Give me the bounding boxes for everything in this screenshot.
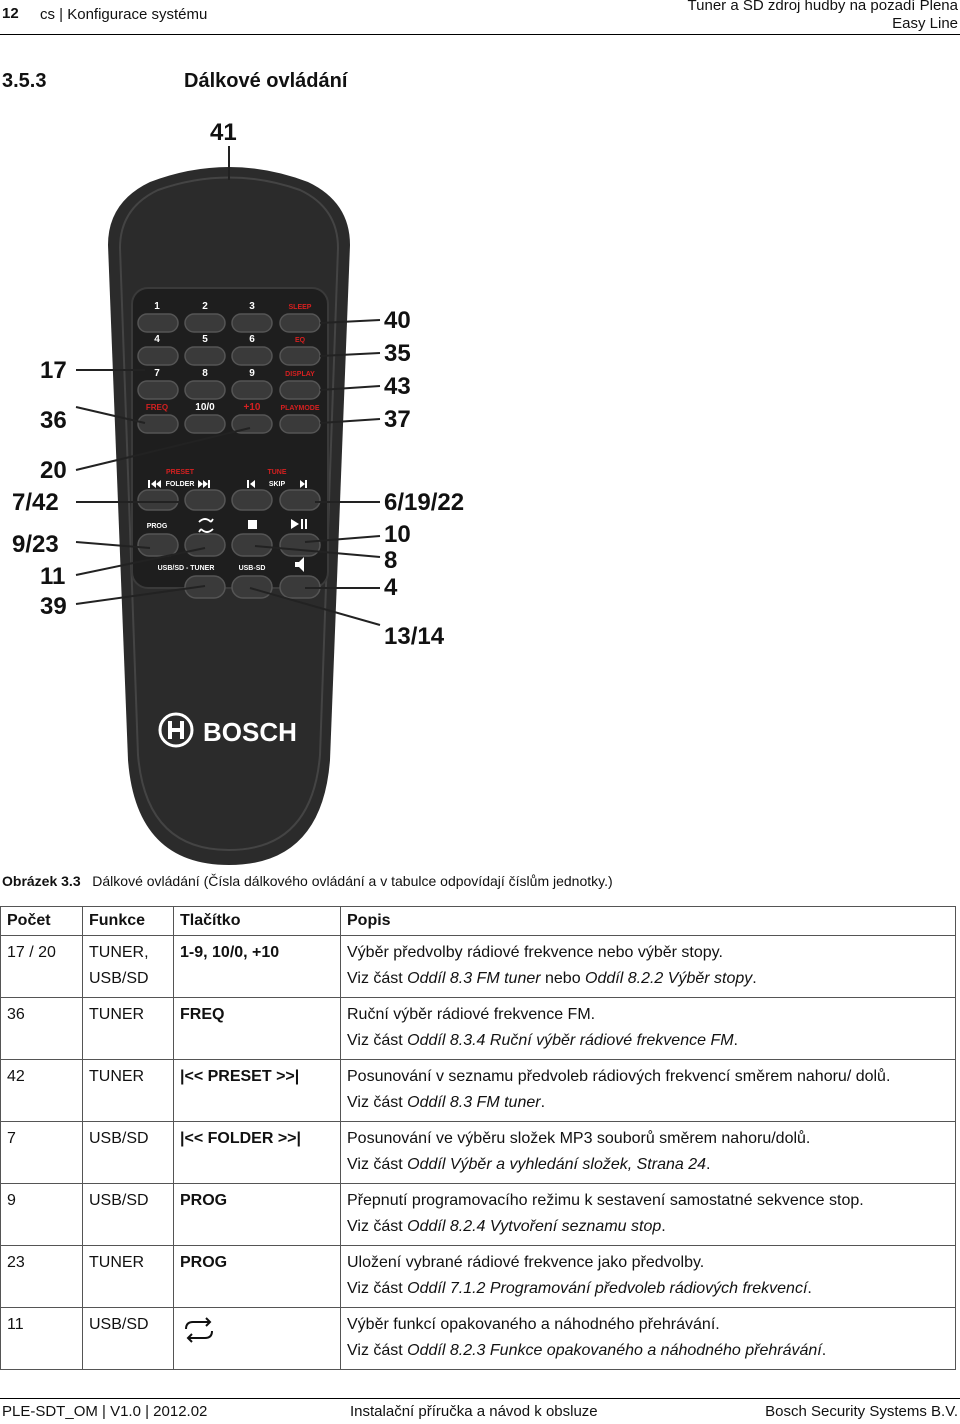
label-3: 3 — [249, 301, 255, 312]
label-4: 4 — [154, 334, 160, 345]
label-10-0: 10/0 — [195, 402, 215, 413]
button-eq[interactable] — [280, 347, 320, 365]
button-preset-next[interactable] — [185, 490, 225, 510]
callout-20: 20 — [40, 457, 67, 484]
label-8: 8 — [202, 368, 208, 379]
cell-button: |<< PRESET >>| — [174, 1060, 341, 1122]
description-reference — [347, 1090, 949, 1116]
reference-suffix: . — [733, 1032, 738, 1049]
description-reference — [347, 1214, 949, 1240]
reference-suffix: . — [706, 1156, 711, 1173]
button-10-0[interactable] — [185, 415, 225, 433]
header-product — [688, 0, 958, 33]
callout-40: 40 — [384, 307, 411, 334]
label-freq: FREQ — [145, 403, 169, 412]
button-play-pause[interactable] — [280, 534, 320, 556]
reference-prefix: Viz část — [347, 1156, 408, 1173]
cell-count: 36 — [1, 998, 83, 1060]
cell-button: FREQ — [174, 998, 341, 1060]
button-prog[interactable] — [138, 534, 178, 556]
cell-function: TUNER — [83, 1060, 174, 1122]
label-9: 9 — [249, 368, 255, 379]
stop-icon — [248, 520, 257, 529]
label-2: 2 — [202, 301, 208, 312]
table-row — [1, 1060, 956, 1122]
cell-function: TUNER — [83, 998, 174, 1060]
reference-link[interactable]: Oddíl 8.2.3 Funkce opakovaného a náhodného přehrávání — [407, 1342, 822, 1359]
cell-count: 9 — [1, 1184, 83, 1246]
callout-7-42: 7/42 — [12, 489, 59, 516]
reference-link[interactable]: Oddíl 8.2.4 Vytvoření seznamu stop — [407, 1218, 662, 1235]
description-text: Přepnutí programovacího režimu k sestavení samostatné sekvence stop. — [347, 1192, 864, 1209]
description-text: Uložení vybrané rádiové frekvence jako předvolby. — [347, 1254, 705, 1271]
reference-prefix: Viz část — [347, 1342, 408, 1359]
cell-function: USB/SD — [83, 1184, 174, 1246]
figure-caption — [2, 873, 613, 889]
callout-4: 4 — [384, 574, 398, 601]
cell-count: 7 — [1, 1122, 83, 1184]
cell-button: 1-9, 10/0, +10 — [174, 936, 341, 998]
reference-link[interactable]: Oddíl 7.1.2 Programování předvoleb rádiových frekvencí — [407, 1280, 808, 1297]
button-1[interactable] — [138, 314, 178, 332]
button-sleep[interactable] — [280, 314, 320, 332]
label-usb-sd: USB-SD — [238, 565, 266, 572]
header-function: Funkce — [83, 907, 174, 936]
label-5: 5 — [202, 334, 208, 345]
reference-link-2[interactable]: Oddíl 8.2.2 Výběr stopy — [585, 970, 753, 987]
label-plus10: +10 — [243, 402, 261, 413]
callout-36: 36 — [40, 407, 67, 434]
callout-39: 39 — [40, 593, 67, 620]
header-description: Popis — [341, 907, 956, 936]
reference-link[interactable]: Oddíl 8.3 FM tuner — [407, 1094, 541, 1111]
button-playmode[interactable] — [280, 415, 320, 433]
header-button: Tlačítko — [174, 907, 341, 936]
header-count: Počet — [1, 907, 83, 936]
button-3[interactable] — [232, 314, 272, 332]
reference-link[interactable]: Oddíl 8.3.4 Ruční výběr rádiové frekvence FM — [407, 1032, 734, 1049]
callout-11: 11 — [40, 563, 66, 590]
cell-count: 17 / 20 — [1, 936, 83, 998]
description-text: Výběr funkcí opakovaného a náhodného přehrávání. — [347, 1316, 720, 1333]
button-stop[interactable] — [232, 534, 272, 556]
reference-link[interactable]: Oddíl Výběr a vyhledání složek, Strana 24 — [407, 1156, 707, 1173]
button-preset-prev[interactable] — [138, 490, 178, 510]
cell-button: PROG — [174, 1246, 341, 1308]
callout-10: 10 — [384, 521, 411, 548]
repeat-icon — [180, 1315, 218, 1345]
description-reference — [347, 966, 949, 992]
description-reference — [347, 1028, 949, 1054]
label-folder: FOLDER — [165, 481, 195, 488]
reference-mid: nebo — [540, 970, 586, 987]
reference-prefix: Viz část — [347, 970, 408, 987]
cell-description — [341, 1246, 956, 1308]
label-preset: PRESET — [165, 469, 195, 476]
reference-suffix: . — [821, 1342, 827, 1359]
callout-41: 41 — [210, 119, 237, 146]
cell-description — [341, 1122, 956, 1184]
reference-suffix: . — [807, 1280, 812, 1297]
header-section: cs | Konfigurace systému — [40, 6, 208, 23]
button-repeat[interactable] — [185, 534, 225, 556]
cell-button: PROG — [174, 1184, 341, 1246]
label-eq: EQ — [294, 337, 306, 344]
table-row — [1, 1122, 956, 1184]
section-number: 3.5.3 — [2, 70, 47, 92]
button-usb-sd[interactable] — [232, 576, 272, 598]
page-footer — [0, 1398, 960, 1424]
table-row — [1, 936, 956, 998]
button-8[interactable] — [185, 381, 225, 399]
section-title: Dálkové ovládání — [184, 70, 348, 92]
callout-8: 8 — [384, 547, 398, 574]
description-reference — [347, 1338, 949, 1364]
table-row — [1, 998, 956, 1060]
label-playmode: PLAYMODE — [280, 405, 320, 412]
callout-6-19-22: 6/19/22 — [384, 489, 465, 516]
reference-suffix: . — [752, 970, 757, 987]
reference-prefix: Viz část — [347, 1032, 408, 1049]
label-display: DISPLAY — [285, 371, 315, 378]
cell-function: USB/SD — [83, 1308, 174, 1370]
callout-37: 37 — [384, 406, 411, 433]
cell-count: 11 — [1, 1308, 83, 1370]
label-6: 6 — [249, 334, 255, 345]
cell-description — [341, 998, 956, 1060]
description-reference — [347, 1152, 949, 1178]
callout-43: 43 — [384, 373, 411, 400]
cell-count: 23 — [1, 1246, 83, 1308]
table-header-row — [1, 907, 956, 936]
reference-prefix: Viz část — [347, 1280, 408, 1297]
caption-label: Obrázek 3.3 — [2, 873, 81, 889]
label-sleep: SLEEP — [288, 304, 312, 311]
brand-text: BOSCH — [203, 717, 297, 747]
cell-button: |<< FOLDER >>| — [174, 1122, 341, 1184]
cell-count: 42 — [1, 1060, 83, 1122]
cell-function: TUNER — [83, 1246, 174, 1308]
remote-illustration — [0, 110, 960, 865]
footer-doc-id: PLE-SDT_OM | V1.0 | 2012.02 — [2, 1403, 208, 1420]
label-prog: PROG — [146, 523, 168, 530]
button-skip-next[interactable] — [280, 490, 320, 510]
description-text: Posunování ve výběru složek MP3 souborů směrem nahoru/dolů. — [347, 1130, 811, 1147]
reference-suffix: . — [661, 1218, 666, 1235]
reference-prefix: Viz část — [347, 1218, 408, 1235]
button-2[interactable] — [185, 314, 225, 332]
cell-description — [341, 1060, 956, 1122]
remote-figure — [0, 110, 960, 865]
button-4[interactable] — [138, 347, 178, 365]
table-row — [1, 1184, 956, 1246]
cell-function: TUNER, USB/SD — [83, 936, 174, 998]
reference-prefix: Viz část — [347, 1094, 408, 1111]
label-usb-sd-tuner: USB/SD - TUNER — [157, 565, 215, 572]
table-row — [1, 1246, 956, 1308]
label-1: 1 — [154, 301, 160, 312]
description-text: Výběr předvolby rádiové frekvence nebo výběr stopy. — [347, 944, 723, 961]
callout-9-23: 9/23 — [12, 531, 59, 558]
label-7: 7 — [154, 368, 160, 379]
callout-13-14: 13/14 — [384, 623, 445, 650]
page-header — [0, 0, 960, 35]
cell-description — [341, 1308, 956, 1370]
footer-company: Bosch Security Systems B.V. — [765, 1403, 958, 1420]
callout-17: 17 — [40, 357, 67, 384]
cell-function: USB/SD — [83, 1122, 174, 1184]
description-text: Ruční výběr rádiové frekvence FM. — [347, 1006, 596, 1023]
cell-button — [174, 1308, 341, 1370]
label-skip: SKIP — [268, 481, 286, 488]
button-5[interactable] — [185, 347, 225, 365]
reference-link[interactable]: Oddíl 8.3 FM tuner — [407, 970, 541, 987]
cell-description — [341, 1184, 956, 1246]
footer-title: Instalační příručka a návod k obsluze — [350, 1403, 598, 1420]
table-row — [1, 1308, 956, 1370]
button-freq[interactable] — [138, 415, 178, 433]
description-text: Posunování v seznamu předvoleb rádiových frekvencí směrem nahoru/ dolů. — [347, 1068, 891, 1085]
cell-description — [341, 936, 956, 998]
button-7[interactable] — [138, 381, 178, 399]
label-tune: TUNE — [267, 469, 287, 476]
header-product-line1: Tuner a SD zdroj hudby na pozadí Plena — [687, 0, 958, 14]
caption-text: Dálkové ovládání (Čísla dálkového ovládání a v tabulce odpovídají číslům jednotky.) — [92, 873, 613, 889]
button-6[interactable] — [232, 347, 272, 365]
description-reference — [347, 1276, 949, 1302]
button-skip-prev[interactable] — [232, 490, 272, 510]
reference-suffix: . — [540, 1094, 546, 1111]
function-table — [0, 906, 956, 1370]
button-9[interactable] — [232, 381, 272, 399]
button-display[interactable] — [280, 381, 320, 399]
page-number: 12 — [2, 5, 19, 22]
callout-35: 35 — [384, 340, 411, 367]
header-product-line2: Easy Line — [892, 15, 958, 32]
